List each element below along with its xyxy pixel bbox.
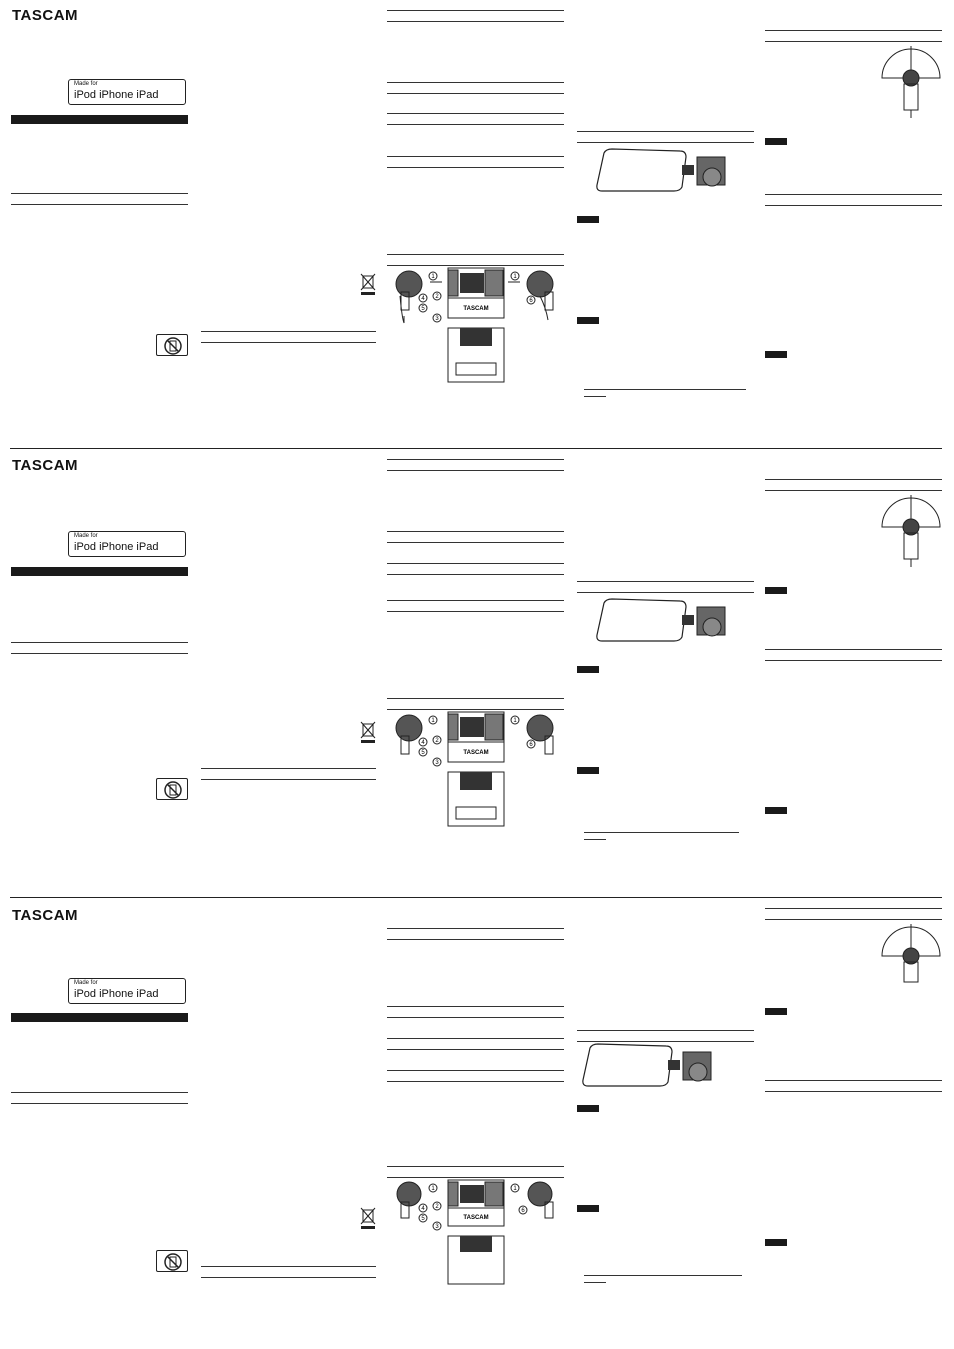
device-ipad: iPad	[136, 541, 159, 553]
section-rule	[201, 1266, 376, 1267]
section-rule	[577, 1030, 754, 1031]
callout-1: 1	[431, 718, 435, 724]
section-rule	[387, 459, 564, 460]
callout-1: 1	[513, 1186, 517, 1192]
device-ipod: iPod	[74, 541, 97, 553]
callout-2: 2	[435, 294, 439, 300]
made-for-badge	[68, 978, 186, 1004]
section-rule	[387, 928, 564, 929]
section-rule	[577, 131, 754, 132]
note-label-tag	[577, 767, 599, 774]
device-list	[74, 988, 158, 1000]
device-iphone: iPhone	[99, 988, 134, 1000]
note-label-tag	[765, 587, 787, 594]
microphone-diagram	[390, 1180, 565, 1290]
diagram-brand-label: TASCAM	[463, 1215, 489, 1221]
callout-6: 6	[529, 742, 533, 748]
section-header-bar	[11, 567, 188, 576]
section-rule	[387, 1049, 564, 1050]
section-rule	[577, 592, 754, 593]
callout-1: 1	[513, 718, 517, 724]
iphone-connection-diagram	[592, 145, 742, 195]
section-rule	[765, 205, 942, 206]
section-rule	[765, 1080, 942, 1081]
section-rule	[11, 653, 188, 654]
section-rule	[765, 41, 942, 42]
device-ipad: iPad	[136, 89, 159, 101]
device-ipad: iPad	[136, 988, 159, 1000]
section-header-bar	[11, 115, 188, 124]
made-for-badge	[68, 79, 186, 105]
microphone-diagram	[390, 268, 565, 388]
section-rule	[387, 1070, 564, 1071]
callout-3: 3	[435, 760, 439, 766]
weee-bin-icon	[360, 1206, 376, 1230]
section-rule	[201, 342, 376, 343]
note-label-tag	[765, 1239, 787, 1246]
section-rule	[765, 660, 942, 661]
made-for-label: Made for	[74, 980, 98, 986]
section-rule	[387, 254, 564, 255]
callout-5: 5	[421, 306, 425, 312]
section-rule	[387, 1166, 564, 1167]
device-ipod: iPod	[74, 988, 97, 1000]
note-label-tag	[577, 666, 599, 673]
section-rule	[201, 768, 376, 769]
no-phone-icon	[156, 334, 188, 356]
iphone-connection-diagram	[578, 1040, 728, 1090]
section-rule	[387, 265, 564, 266]
note-label-tag	[765, 351, 787, 358]
manual-panel	[0, 450, 954, 899]
note-label-tag	[577, 216, 599, 223]
no-phone-icon	[156, 1250, 188, 1272]
section-rule	[387, 1038, 564, 1039]
section-rule	[387, 21, 564, 22]
section-rule	[201, 779, 376, 780]
callout-4: 4	[421, 1206, 425, 1212]
section-rule	[387, 709, 564, 710]
section-rule	[765, 919, 942, 920]
section-rule	[387, 124, 564, 125]
section-rule	[11, 193, 188, 194]
diagram-brand-label: TASCAM	[463, 750, 489, 756]
section-rule	[584, 389, 746, 390]
section-rule	[387, 167, 564, 168]
section-rule	[584, 832, 739, 833]
section-rule	[765, 908, 942, 909]
section-rule	[387, 611, 564, 612]
callout-1: 1	[431, 274, 435, 280]
brand-logo: TASCAM	[12, 457, 79, 474]
callout-5: 5	[421, 1216, 425, 1222]
section-rule	[577, 142, 754, 143]
callout-4: 4	[421, 740, 425, 746]
section-rule	[584, 1282, 606, 1283]
callout-1: 1	[513, 274, 517, 280]
section-rule	[387, 698, 564, 699]
note-label-tag	[577, 317, 599, 324]
brand-logo: TASCAM	[12, 7, 79, 24]
section-rule	[387, 531, 564, 532]
pickup-pattern-diagram	[880, 44, 942, 119]
section-rule	[387, 1006, 564, 1007]
section-rule	[201, 331, 376, 332]
section-rule	[387, 563, 564, 564]
section-rule	[11, 642, 188, 643]
made-for-label: Made for	[74, 533, 98, 539]
iphone-connection-diagram	[592, 595, 742, 645]
section-rule	[765, 479, 942, 480]
diagram-brand-label: TASCAM	[463, 306, 489, 312]
section-rule	[577, 581, 754, 582]
manual-panel	[0, 900, 954, 1349]
made-for-label: Made for	[74, 81, 98, 87]
manual-panel	[0, 0, 954, 449]
callout-3: 3	[435, 1224, 439, 1230]
made-for-badge	[68, 531, 186, 557]
section-rule	[11, 1092, 188, 1093]
device-iphone: iPhone	[99, 541, 134, 553]
callout-4: 4	[421, 296, 425, 302]
section-rule	[201, 1277, 376, 1278]
section-rule	[584, 1275, 742, 1276]
note-label-tag	[765, 1008, 787, 1015]
note-label-tag	[765, 138, 787, 145]
section-rule	[765, 30, 942, 31]
callout-6: 6	[529, 298, 533, 304]
pickup-pattern-diagram	[880, 493, 942, 568]
section-rule	[765, 1091, 942, 1092]
section-rule	[765, 649, 942, 650]
microphone-diagram	[390, 712, 565, 832]
weee-bin-icon	[360, 272, 376, 296]
section-rule	[11, 204, 188, 205]
callout-5: 5	[421, 750, 425, 756]
section-rule	[387, 93, 564, 94]
device-iphone: iPhone	[99, 89, 134, 101]
section-rule	[387, 600, 564, 601]
section-rule	[387, 10, 564, 11]
callout-1: 1	[431, 1186, 435, 1192]
section-rule	[11, 1103, 188, 1104]
section-rule	[387, 82, 564, 83]
brand-logo: TASCAM	[12, 907, 79, 924]
section-rule	[765, 194, 942, 195]
section-rule	[387, 939, 564, 940]
section-header-bar	[11, 1013, 188, 1022]
section-rule	[765, 490, 942, 491]
callout-3: 3	[435, 316, 439, 322]
device-list	[74, 89, 158, 101]
section-rule	[387, 1177, 564, 1178]
device-list	[74, 541, 158, 553]
callout-6: 6	[521, 1208, 525, 1214]
section-rule	[387, 156, 564, 157]
section-rule	[387, 1081, 564, 1082]
section-rule	[387, 1017, 564, 1018]
callout-2: 2	[435, 1204, 439, 1210]
note-label-tag	[577, 1205, 599, 1212]
section-rule	[387, 470, 564, 471]
no-phone-icon	[156, 778, 188, 800]
pickup-pattern-diagram	[880, 922, 942, 984]
weee-bin-icon	[360, 720, 376, 744]
section-rule	[584, 839, 606, 840]
section-rule	[387, 574, 564, 575]
note-label-tag	[765, 807, 787, 814]
section-rule	[387, 542, 564, 543]
section-rule	[584, 396, 606, 397]
callout-2: 2	[435, 738, 439, 744]
note-label-tag	[577, 1105, 599, 1112]
device-ipod: iPod	[74, 89, 97, 101]
section-rule	[387, 113, 564, 114]
